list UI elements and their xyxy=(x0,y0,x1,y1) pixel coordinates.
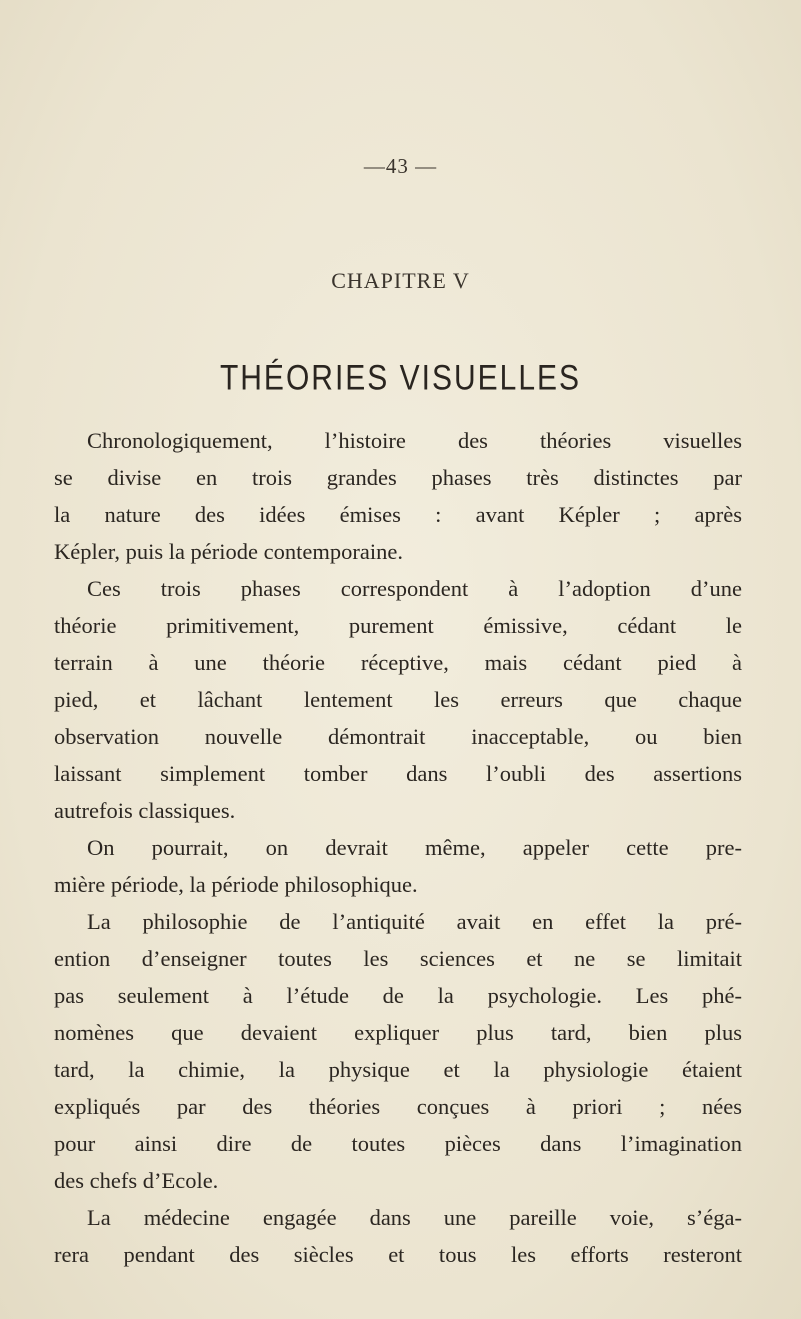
chapter-title: THÉORIES VISUELLES xyxy=(219,358,582,398)
text-line: pour ainsi dire de toutes pièces dans l’imagination xyxy=(54,1131,742,1156)
text-line: pied, et lâchant lentement les erreurs que chaque xyxy=(54,687,742,712)
text-line: ention d’enseigner toutes les sciences et ne se limitait xyxy=(54,946,742,971)
text-line: Ces trois phases correspondent à l’adoption d’une xyxy=(87,576,742,601)
text-line: expliqués par des théories conçues à priori ; nées xyxy=(54,1094,742,1119)
chapter-heading: CHAPITRE V xyxy=(331,268,470,293)
text-line: nomènes que devaient expliquer plus tard, bien plus xyxy=(54,1020,742,1045)
text-line: terrain à une théorie réceptive, mais cédant pied à xyxy=(54,650,742,675)
text-line: On pourrait, on devrait même, appeler cette pre- xyxy=(87,835,742,860)
text-line: la nature des idées émises : avant Képler ; après xyxy=(54,502,742,527)
text-line: Chronologiquement, l’histoire des théories visuelles xyxy=(87,428,742,453)
body-text xyxy=(54,422,742,1273)
text-line: théorie primitivement, purement émissive, cédant le xyxy=(54,613,742,638)
page-number: —43 — xyxy=(363,154,438,178)
text-line: des chefs d’Ecole. xyxy=(54,1168,219,1193)
text-line: tard, la chimie, la physique et la physiologie étaient xyxy=(54,1057,742,1082)
text-line: La philosophie de l’antiquité avait en effet la pré- xyxy=(87,909,742,934)
text-line: rera pendant des siècles et tous les efforts resteront xyxy=(54,1242,742,1267)
text-line: autrefois classiques. xyxy=(54,798,236,823)
text-line: pas seulement à l’étude de la psychologie. Les phé- xyxy=(54,983,742,1008)
text-line: La médecine engagée dans une pareille voie, s’éga- xyxy=(87,1205,742,1230)
text-line: Képler, puis la période contemporaine. xyxy=(54,539,403,564)
text-line: mière période, la période philosophique. xyxy=(54,872,418,897)
text-line: se divise en trois grandes phases très distinctes par xyxy=(54,465,742,490)
text-line: laissant simplement tomber dans l’oubli des assertions xyxy=(54,761,742,786)
text-line: observation nouvelle démontrait inacceptable, ou bien xyxy=(54,724,742,749)
